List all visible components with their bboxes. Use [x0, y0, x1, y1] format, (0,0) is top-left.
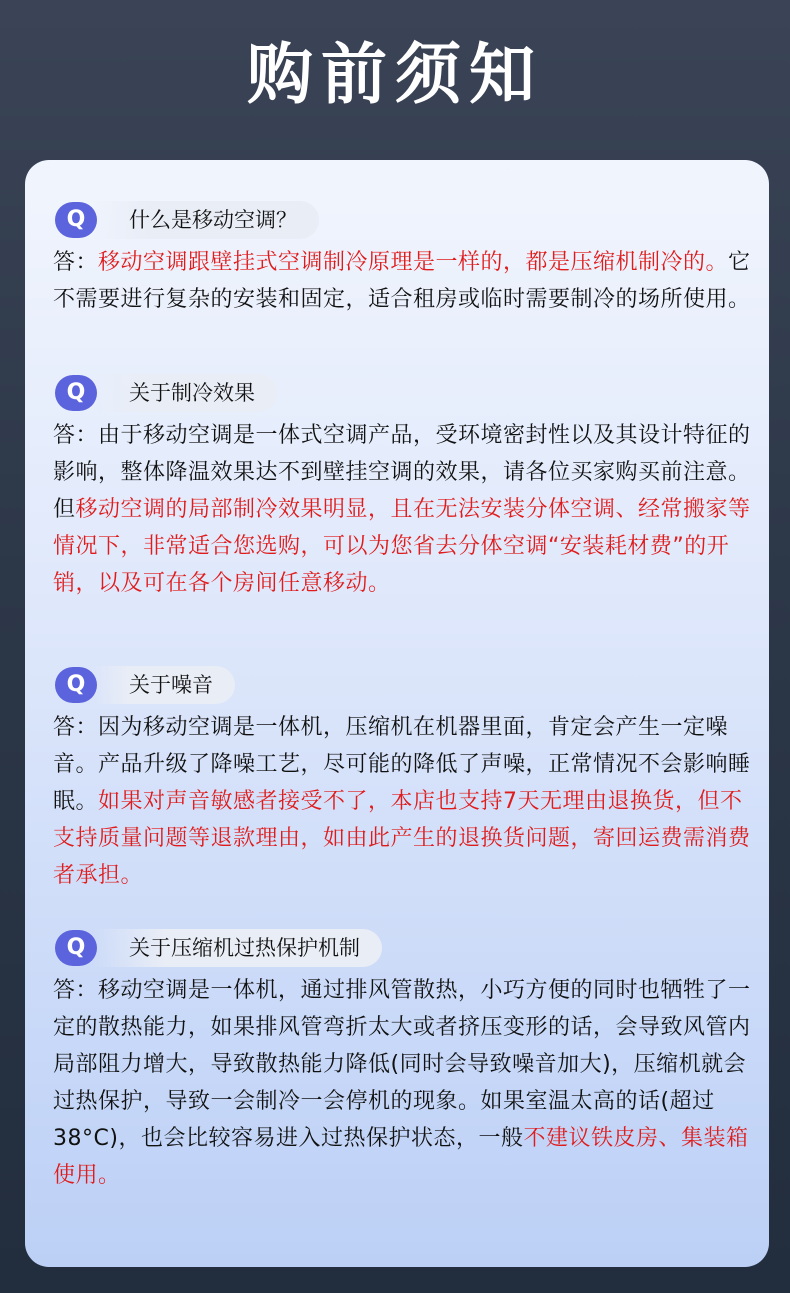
answer-text: [53, 417, 753, 602]
q-badge-icon: Q: [55, 667, 97, 703]
answer-text: [53, 244, 753, 318]
answer-highlight: 移动空调的局部制冷效果明显，且在无法安装分体空调、经常搬家等情况下，非常适合您选购，可以为您省去分体空调“安装耗材费”的开销，以及可在各个房间任意移动。: [53, 497, 751, 596]
page-title: 购前须知: [247, 36, 543, 113]
q-badge-icon: Q: [55, 930, 97, 966]
question-row: [53, 928, 753, 968]
answer-prefix: 答：: [53, 250, 99, 275]
answer-text: [53, 709, 753, 894]
q-badge-icon: Q: [55, 202, 97, 238]
qa-item-what-is: [53, 200, 753, 318]
answer-prefix: 答：: [53, 715, 99, 740]
answer-text: [53, 972, 753, 1194]
question-row: [53, 200, 753, 240]
answer-prefix: 答：: [53, 978, 99, 1003]
qa-item-overheat: [53, 928, 753, 1194]
answer-prefix: 答：: [53, 423, 99, 448]
question-label: 关于噪音: [93, 666, 235, 704]
question-label: 关于压缩机过热保护机制: [93, 929, 382, 967]
question-label: 什么是移动空调？: [93, 201, 319, 239]
answer-body: 因为移动空调是一体机，压缩机在机器里面，肯定会产生一定噪音。产品升级了降噪工艺，尽可能的降低了声噪，正常情况不会影响睡眠。: [53, 715, 751, 814]
answer-body: 移动空调是一体机，通过排风管散热，小巧方便的同时也牺牲了一定的散热能力，如果排风管弯折太大或者挤压变形的话，会导致风管内局部阻力增大，导致散热能力降低(同时会导致噪音加大)，压缩机就会过热保护，导致一会制冷一会停机的现象。如果室温太高的话(超过38°C)，也会比较容易进入过热保护状态，一般: [53, 978, 751, 1151]
answer-highlight: 如果对声音敏感者接受不了，本店也支持7天无理由退换货，但不支持质量问题等退款理由，如由此产生的退换货问题，寄回运费需消费者承担。: [53, 789, 751, 888]
question-row: [53, 373, 753, 413]
question-row: [53, 665, 753, 705]
answer-body: 由于移动空调是一体式空调产品，受环境密封性以及其设计特征的影响，整体降温效果达不到壁挂空调的效果，请各位买家购买前注意。但: [53, 423, 751, 522]
answer-highlight: 不建议铁皮房、集装箱使用。: [53, 1126, 749, 1188]
question-label: 关于制冷效果: [93, 374, 277, 412]
qa-item-noise: [53, 665, 753, 894]
answer-highlight: 移动空调跟壁挂式空调制冷原理是一样的，都是压缩机制冷的。: [98, 250, 729, 275]
notice-card: [25, 160, 769, 1267]
q-badge-icon: Q: [55, 375, 97, 411]
qa-item-cooling: [53, 373, 753, 602]
answer-body: 它不需要进行复杂的安装和固定，适合租房或临时需要制冷的场所使用。: [53, 250, 751, 312]
